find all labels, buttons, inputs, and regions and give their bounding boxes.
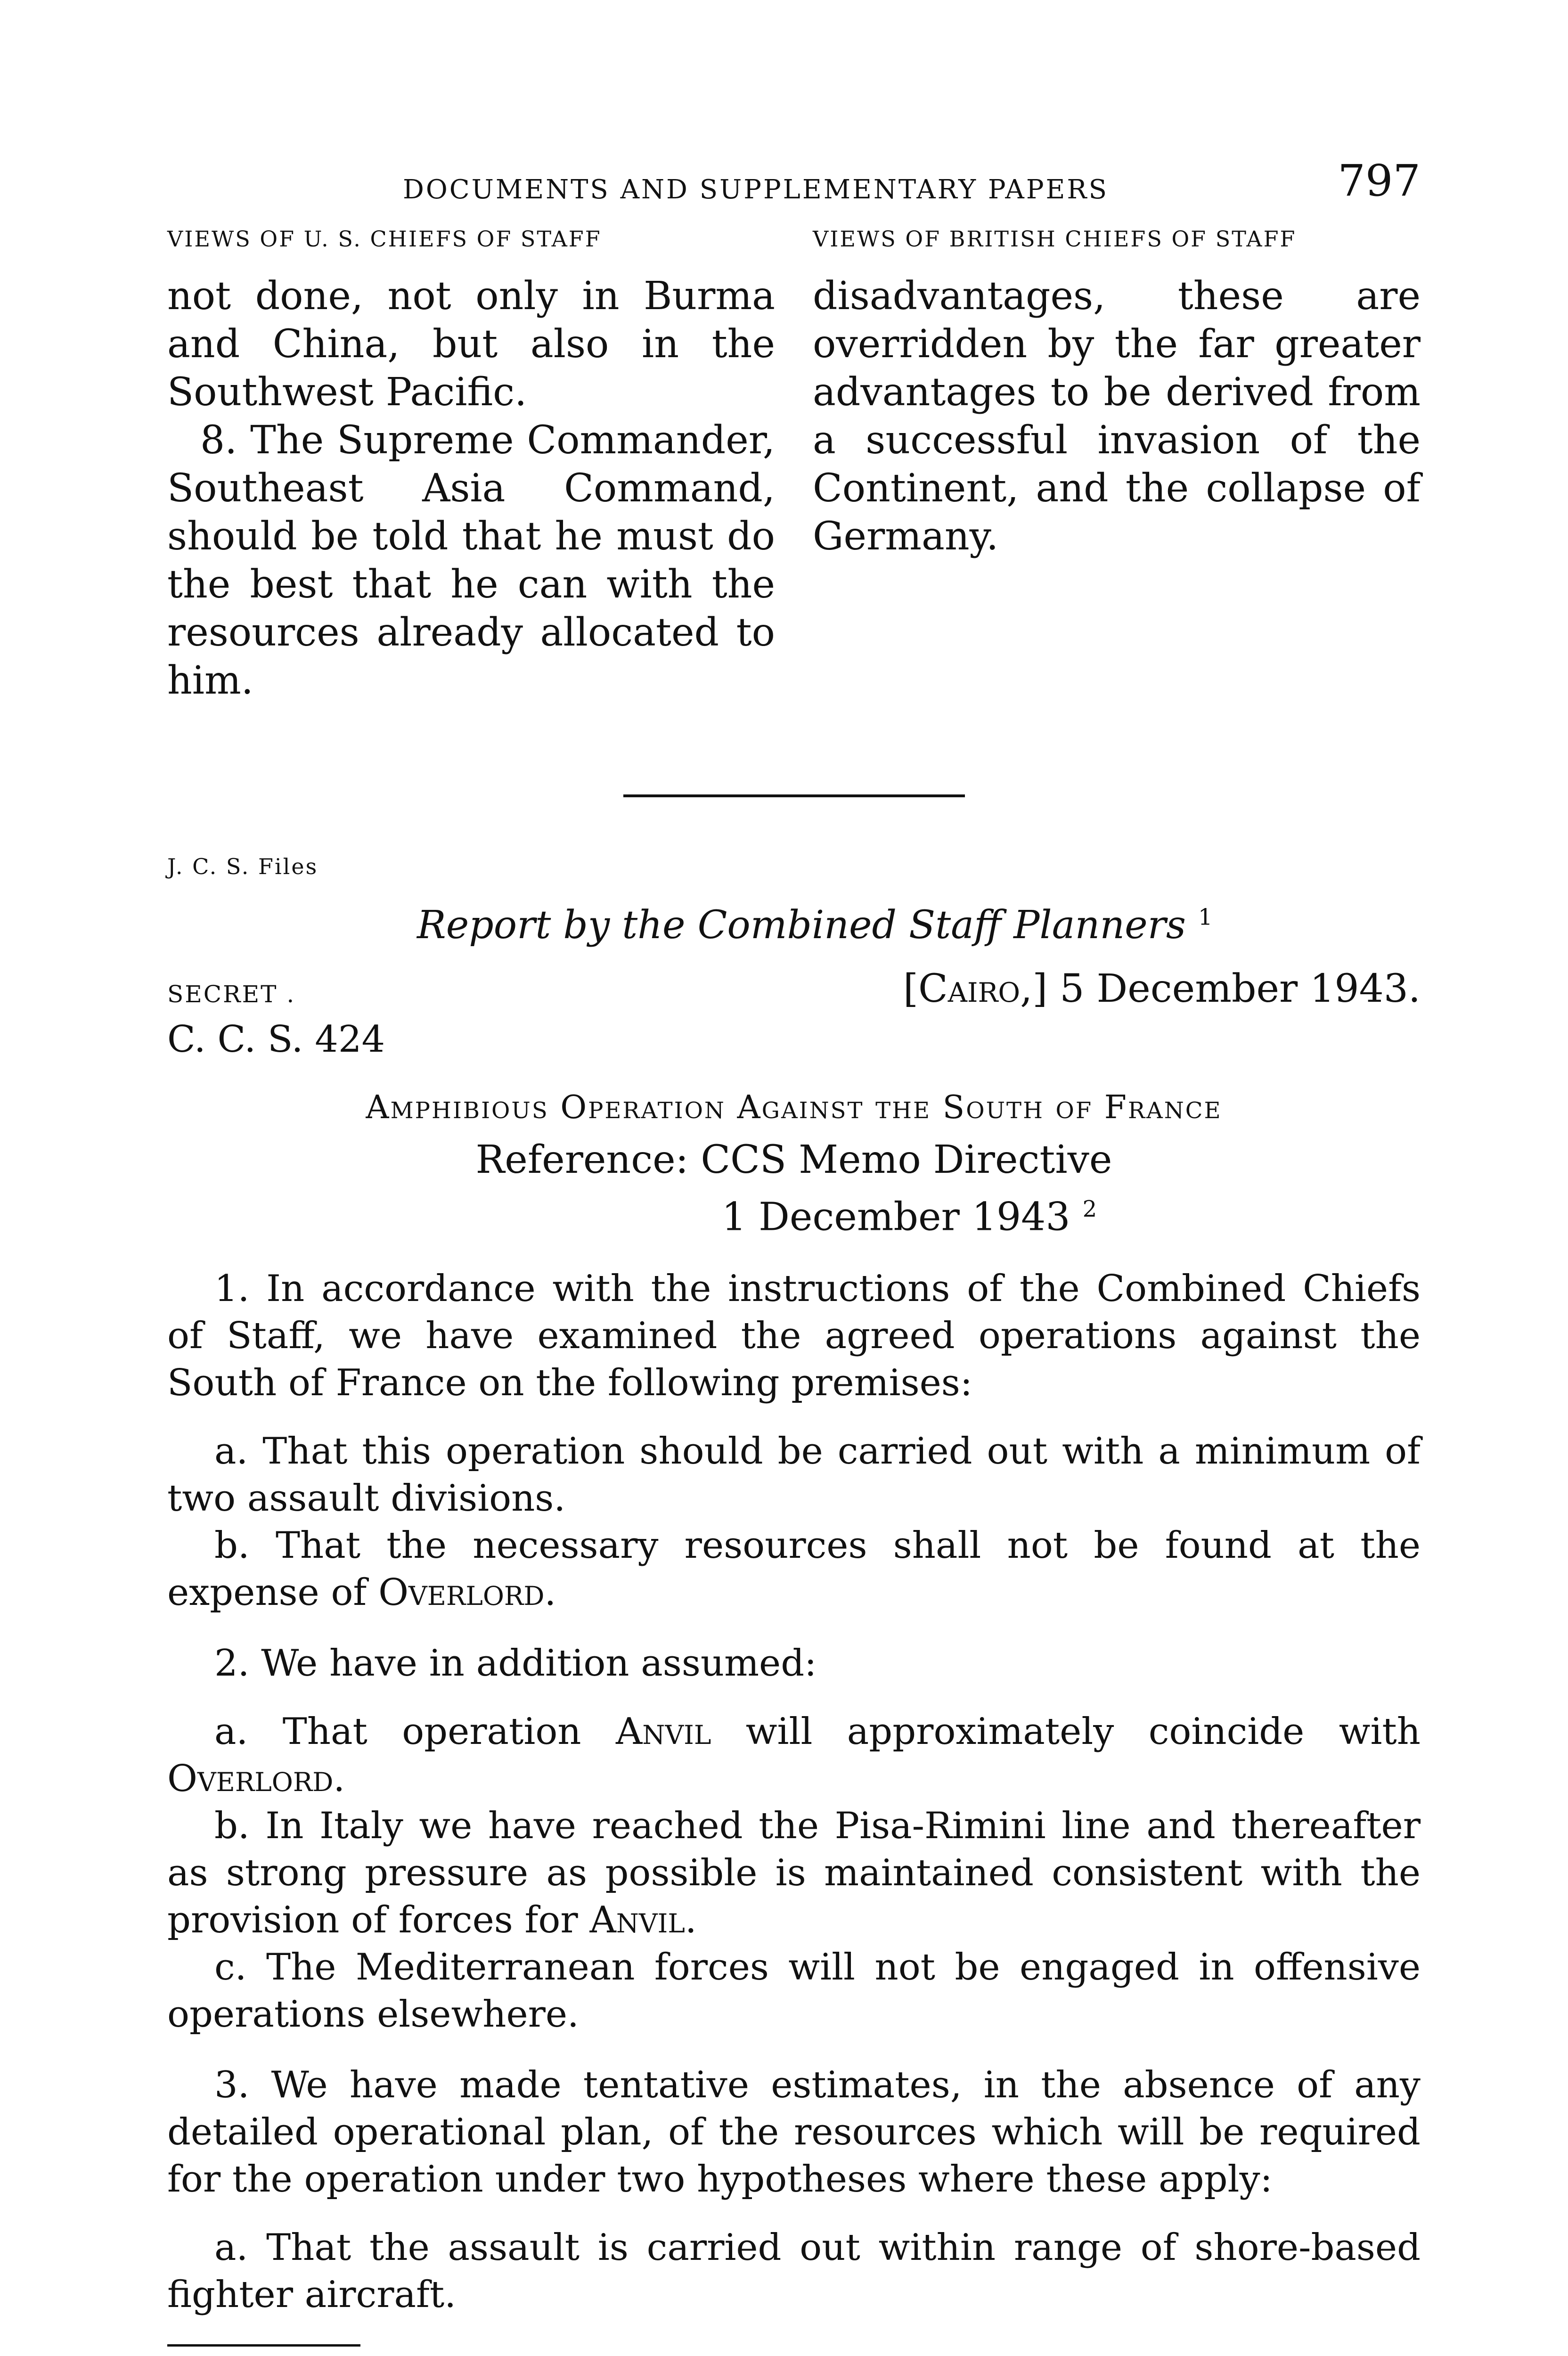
us-chiefs-header: VIEWS OF U. S. CHIEFS OF STAFF: [167, 226, 602, 252]
us-chiefs-paragraph-1: not done, not only in Burma and China, but also in the Southwest Pacific.: [167, 274, 775, 415]
paragraph-1b-text: b. That the necessary resources shall not be found at the expense of: [167, 1524, 1421, 1614]
section-divider: [623, 794, 965, 797]
classification: [167, 981, 295, 1008]
reference-date: 1 December 1943: [721, 1194, 1070, 1240]
code-name-anvil: Anvil: [615, 1710, 711, 1753]
report-title-text: Report by the Combined Staff Planners: [417, 903, 1186, 948]
subject-heading: Amphibious Operation Against the South of France: [366, 1089, 1222, 1126]
report-body: [167, 1265, 1421, 2318]
reference-line-1: Reference: CCS Memo Directive: [475, 1137, 1112, 1182]
paragraph-1: 1. In accordance with the instructions of the Combined Chiefs of Staff, we have examined the agreed operations against the South of France on the following premises:: [167, 1268, 1421, 1405]
footnote-ref-1: 1: [1198, 904, 1213, 931]
code-name-anvil: Anvil: [589, 1899, 685, 1942]
report-title: [417, 903, 1421, 948]
british-chiefs-header: VIEWS OF BRITISH CHIEFS OF STAFF: [813, 226, 1297, 252]
paragraph-2c: c. The Mediterranean forces will not be engaged in offensive operations elsewhere.: [167, 1946, 1421, 2036]
paragraph-2b-text: b. In Italy we have reached the Pisa-Rimini line and thereafter as strong pressure as possible is maintained consistent with the provision of forces for: [167, 1805, 1421, 1942]
dateline-rest: ,] 5 December 1943.: [1020, 966, 1421, 1011]
paragraph-3a: a. That the assault is carried out within range of shore-based fighter aircraft.: [167, 2226, 1421, 2316]
us-chiefs-paragraph-2: 8. The Supreme Commander, Southeast Asia Command, should be told that he must do the best that he can with the resources already allocated to him.: [167, 418, 775, 703]
source-files: J. C. S. Files: [167, 854, 318, 879]
two-column-views: [167, 226, 1421, 705]
paragraph-2a-end: .: [333, 1758, 345, 1800]
dateline: [903, 966, 1421, 1011]
running-head-title: DOCUMENTS AND SUPPLEMENTARY PAPERS: [403, 174, 1109, 205]
british-chiefs-column: [813, 226, 1421, 705]
document-page: [167, 155, 1421, 2356]
classification-row: [167, 966, 1421, 1018]
paragraph-1b-end: .: [544, 1571, 556, 1614]
code-name-overlord: Overlord: [378, 1571, 545, 1614]
classification-mark: .: [286, 981, 296, 1008]
footnote-ref-2: 2: [1082, 1196, 1097, 1222]
paragraph-1b: [167, 1522, 1421, 1616]
paragraph-2a-text-2: will approximately coincide with: [711, 1710, 1421, 1753]
british-chiefs-paragraph-1: disadvantages, these are overridden by the far greater advantages to be derived from a successful invasion of the Continent, and the collapse of Germany.: [813, 274, 1421, 559]
page-number: 797: [1338, 155, 1421, 206]
document-number: C. C. S. 424: [167, 1018, 385, 1061]
paragraph-2a-text-1: a. That operation: [214, 1710, 616, 1753]
paragraph-2b: [167, 1802, 1421, 1944]
dateline-prefix: [: [903, 966, 919, 1011]
footnote-rule: [167, 2344, 360, 2347]
classification-label: SECRET: [167, 981, 278, 1008]
paragraph-2a: [167, 1708, 1421, 1802]
running-head: [167, 155, 1421, 212]
us-chiefs-column: [167, 226, 775, 705]
reference: [167, 1136, 1421, 1242]
paragraph-3: 3. We have made tentative estimates, in the absence of any detailed operational plan, of the resources which will be required for the operation under two hypotheses where these apply:: [167, 2064, 1421, 2201]
reference-line-2: [398, 1185, 1421, 1242]
code-name-overlord: Overlord: [167, 1758, 334, 1800]
dateline-place: Cairo: [918, 966, 1021, 1011]
paragraph-1a: a. That this operation should be carried out with a minimum of two assault divisions.: [167, 1430, 1421, 1520]
paragraph-2: 2. We have in addition assumed:: [214, 1642, 817, 1685]
paragraph-2b-end: .: [685, 1899, 697, 1942]
